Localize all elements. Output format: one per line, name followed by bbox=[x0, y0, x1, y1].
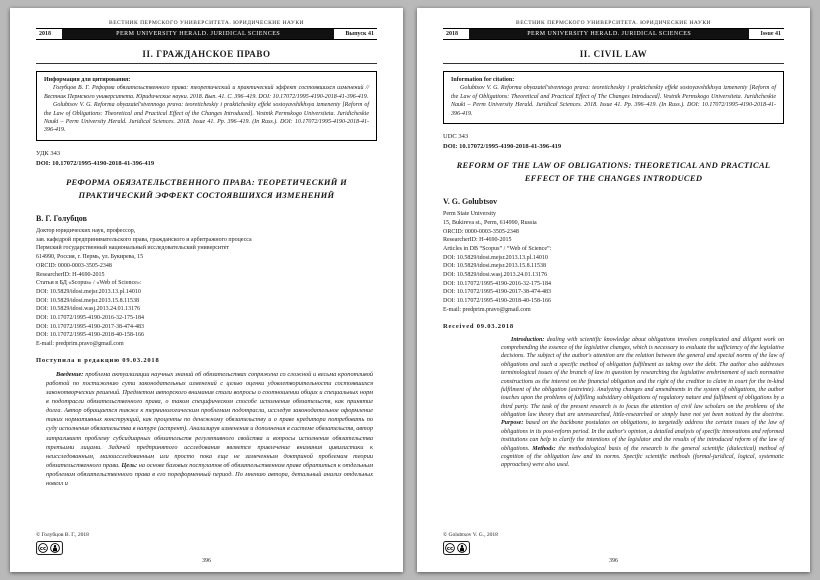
udc-code: УДК 343 bbox=[36, 149, 61, 157]
abstract bbox=[501, 336, 784, 470]
header-issue: Issue 41 bbox=[760, 31, 781, 37]
citation-heading: Информация для цитирования: bbox=[44, 77, 131, 83]
page-footer bbox=[443, 527, 784, 564]
author-info-line: E-mail: predprim.pravo@gmail.com bbox=[36, 341, 124, 348]
author-info-line: зав. кафедрой предпринимательского права, гражданского и арбитражного процесса bbox=[36, 236, 252, 243]
author-info-line: DOI: 10.5829/idosi.mejsr.2013.15.8.11538 bbox=[36, 297, 139, 304]
svg-text:cc: cc bbox=[39, 546, 47, 552]
author-info-line: Articles in DB “Scopus” / “Web of Science”: bbox=[443, 246, 552, 253]
abstract-text: the methodological basis of the research is the general scientific (dialectical) method of cognition of the obligation law and its norms. Specific scientific methods (formal-juridical, logical, systematic approaches) were also used. bbox=[501, 445, 785, 469]
author-name: V. G. Golubtsov bbox=[443, 197, 498, 207]
author-info-line: DOI: 10.17072/1995-4190-2017-38-474-483 bbox=[36, 323, 144, 330]
header-journal-english: PERM UNIVERSITY HERALD. JURIDICAL SCIENCES bbox=[62, 29, 334, 39]
author-info-line: DOI: 10.17072/1995-4190-2017-38-474-483 bbox=[443, 289, 551, 296]
cc-by-license-badge bbox=[36, 541, 377, 555]
author-info-line: ORCID: 0000-0003-3505-2348 bbox=[36, 262, 112, 269]
abstract-lead-purpose: Purpose: bbox=[501, 420, 524, 427]
author-info-line: Доктор юридических наук, профессор, bbox=[36, 228, 136, 235]
header-year: 2018 bbox=[446, 31, 458, 37]
page-right-english bbox=[417, 8, 810, 572]
article-title: REFORM OF THE LAW OF OBLIGATIONS: THEORETICAL AND PRACTICAL EFFECT OF THE CHANGES INTRODUCED bbox=[456, 159, 771, 184]
header-issue: Выпуск 41 bbox=[345, 31, 374, 37]
abstract-text: проблема актуализации научных знаний об обязательствах сопряжена со сложной и весьма кропотливой работой по постижению сути законодательных изменений с целью оценки удовлетворительности состоявшихся законотворческих решений. Предметом авторского внимания стали вопросы о соотношении общих и специальных норм в подотрасли обязательственного права, о таком специфическом способе исполнения обязательств, как принятие долга. Автор обращается также к терминологическим проблемам подотрасли, исследуя законодательное оформление таких нормативных конструкций, как проценты по денежному обязательству и о праве кредитора потребовать по суду исполнения обязательства в натуре (астрент). Анализируя изменения и дополнения в системе обязательств, автор затрагивает проблему субсидиарных обязательств регулятивного свойства и вопросы исполнения обязательства третьими лицами. Задачей предпринятого исследования является привлечение внимания цивилистики к неисследованным, малоисследованным или просто пока еще не замеченным доктриной проблемам теории обязательственного права. bbox=[46, 370, 373, 469]
page-footer bbox=[36, 527, 377, 564]
section-divider bbox=[443, 63, 784, 64]
cc-by-badge-graphic bbox=[36, 541, 63, 555]
header-journal-english: PERM UNIVERSITY HERALD. JURIDICAL SCIENCES bbox=[469, 29, 749, 39]
author-info-line: DOI: 10.5829/idosi.mejsr.2013.13.pl.14010 bbox=[443, 254, 548, 261]
abstract-text: dealing with scientific knowledge about obligations involves complicated and diligent work on comprehending the essence of the legislative changes, which is necessary to evaluate the sufficiency of the legislative decisions. The subject of the author's attention are the relation between the general and special norms of the law of obligations and such a specific method of obligation fulfilment as taking over the debt. The author also addresses terminological issues of the branch of law in question by researching the legislative enshrinement of such normative constructions as the interest on the financial obligation and the right of the creditor to claim in court for the in-kind fulfilment of the obligation (astreinte). Analyzing changes and amendments in the system of obligations, the author touches upon the problems of fulfilling subsidiary obligations of regulatory nature and fulfilment of obligations by a third party. The task of the present research is to focus the attention of civil law scholars on the problems of the obligation law theory that are unresearched, little-researched or simply have not yet been noticed by the doctrine. bbox=[501, 336, 784, 419]
author-info-line: 614990, Россия, г. Пермь, ул. Букирева, 15 bbox=[36, 254, 144, 261]
citation-paragraph: Голубцов В. Г. Реформа обязательственного права: теоретический и практический эффект состоявшихся изменений // Вестник Пермского университета. Юридические науки. 2018. Вып. 41. C. 396–419. DOI: 10.17072/1995-4190-2018-41-396-419. bbox=[44, 85, 369, 100]
author-info-line: ResearcherID: H-4690-2015 bbox=[443, 237, 512, 244]
copyright-line: © Голубцов В. Г., 2018 bbox=[36, 532, 89, 538]
page-left-russian bbox=[10, 8, 403, 572]
abstract-text: на основе базовых постулатов об обязательственном праве обратиться к отдельным проблемам обязательственного права в его пореформенный период. По мнению автора, детальный анализ отдельных новелл и bbox=[46, 461, 373, 488]
journal-title-line: ВЕСТНИК ПЕРМСКОГО УНИВЕРСИТЕТА. ЮРИДИЧЕСКИЕ НАУКИ bbox=[516, 20, 711, 26]
abstract-lead-methods: Methods: bbox=[532, 445, 556, 452]
author-info-line: Статьи в БД «Scopus» / «Web of Science»: bbox=[36, 280, 142, 287]
copyright-line: © Golubtsov V. G., 2018 bbox=[443, 532, 498, 538]
header-year: 2018 bbox=[39, 31, 51, 37]
received-date: Received 09.03.2018 bbox=[443, 322, 514, 330]
author-info-block bbox=[443, 210, 784, 314]
author-name: В. Г. Голубцов bbox=[36, 214, 87, 224]
article-doi: DOI: 10.17072/1995-4190-2018-41-396-419 bbox=[443, 142, 562, 150]
section-title: II. ГРАЖДАНСКОЕ ПРАВО bbox=[142, 49, 271, 59]
article-title: РЕФОРМА ОБЯЗАТЕЛЬСТВЕННОГО ПРАВА: ТЕОРЕТИЧЕСКИЙ И ПРАКТИЧЕСКИЙ ЭФФЕКТ СОСТОЯВШИХСЯ ИЗМЕНЕНИЙ bbox=[66, 176, 347, 200]
abstract-text: based on the backbone postulates on obligations, to targetedly address the certain issues of the law of obligations in its post-reform period. In the author's opinion, a detailed analysis of specific innovations and reformed institutions can help to clarify the intentions of the legislator and the results of the introduced reform of the law of obligations. bbox=[501, 420, 784, 452]
abstract-lead-introduction: Введение: bbox=[56, 370, 84, 378]
author-info-block bbox=[36, 227, 377, 349]
article-doi: DOI: 10.17072/1995-4190-2018-41-396-419 bbox=[36, 159, 155, 167]
citation-paragraphs bbox=[451, 84, 776, 118]
page-header-bar bbox=[443, 28, 784, 40]
cc-by-license-badge bbox=[443, 541, 784, 555]
page-number: 396 bbox=[202, 558, 211, 564]
author-info-line: DOI: 10.17072/1995-4190-2016-32-175-184 bbox=[443, 280, 551, 287]
author-info-line: DOI: 10.5829/idosi.mejsr.2013.15.8.11538 bbox=[443, 263, 546, 270]
citation-paragraph: Golubtsov V. G. Reforma obyazatel'stvennogo prava: teoreticheskiy i prakticheskiy effekt sostoyavshikhsya izmeneniy [Reform of the Law of Obligations: Theoretical and Practical Effect of The Changes Introduced]. Vestnik Permskogo Universiteta. Juridicheskie Nauki – Perm University Herald. Juridical Sciences. 2018. Issue 41. Pp. 396–419. (In Russ.). DOI: 10.17072/1995-4190-2018-41-396-419. bbox=[451, 85, 776, 117]
abstract bbox=[46, 370, 373, 489]
author-info-line: DOI: 10.17072/1995-4190-2016-32-175-184 bbox=[36, 314, 144, 321]
author-info-line: DOI: 10.5829/idosi.wasj.2013.24.01.13176 bbox=[36, 306, 141, 313]
author-info-line: ORCID: 0000-0003-3505-2348 bbox=[443, 228, 519, 235]
author-info-line: ResearcherID: H-4690-2015 bbox=[36, 271, 105, 278]
abstract-lead-introduction: Introduction: bbox=[511, 336, 545, 343]
svg-text:cc: cc bbox=[446, 546, 454, 552]
section-title: II. CIVIL LAW bbox=[579, 49, 648, 59]
page-number: 396 bbox=[609, 558, 618, 564]
author-info-line: E-mail: predprim.pravo@gmail.com bbox=[443, 306, 531, 313]
author-info-line: Пермский государственный национальный исследовательский университет bbox=[36, 245, 230, 252]
received-date: Поступила в редакцию 09.03.2018 bbox=[36, 356, 160, 364]
author-info-line: DOI: 10.5829/idosi.mejsr.2013.13.pl.14010 bbox=[36, 288, 141, 295]
author-info-line: Perm State University bbox=[443, 211, 496, 218]
author-info-line: DOI: 10.5829/idosi.wasj.2013.24.01.13176 bbox=[443, 272, 548, 279]
page-header-bar bbox=[36, 28, 377, 40]
citation-box bbox=[36, 71, 377, 141]
udc-code: UDC 343 bbox=[443, 132, 469, 140]
cc-by-badge-graphic bbox=[443, 541, 470, 555]
citation-paragraphs bbox=[44, 84, 369, 134]
author-info-line: DOI: 10.17072/1995-4190-2018-40-158-166 bbox=[443, 298, 551, 305]
abstract-lead-purpose: Цель: bbox=[121, 461, 138, 469]
section-divider bbox=[36, 63, 377, 64]
citation-paragraph: Golubtsov V. G. Reforma obyazatel'stvennogo prava: teoreticheskiy i prakticheskiy effekt sostoyavshikhsya izmeneniy [Reform of the Law of Obligations: Theoretical and Practical Effect of the Changes Introduced]. Vestnik Permskogo Universiteta. Juridicheskie Nauki – Perm University Herald. Juridical Sciences. 2018. Issue 41. Pp. 396–419. (In Russ.). DOI: 10.17072/1995-4190-2018-41-396-419. bbox=[44, 102, 369, 134]
author-info-line: 15, Bukireva st., Perm, 614990, Russia bbox=[443, 219, 537, 226]
citation-heading: Information for citation: bbox=[451, 77, 515, 83]
author-info-line: DOI: 10.17072/1995-4190-2018-40-158-166 bbox=[36, 332, 144, 339]
journal-title-line: ВЕСТНИК ПЕРМСКОГО УНИВЕРСИТЕТА. ЮРИДИЧЕСКИЕ НАУКИ bbox=[109, 20, 304, 26]
citation-box bbox=[443, 71, 784, 124]
